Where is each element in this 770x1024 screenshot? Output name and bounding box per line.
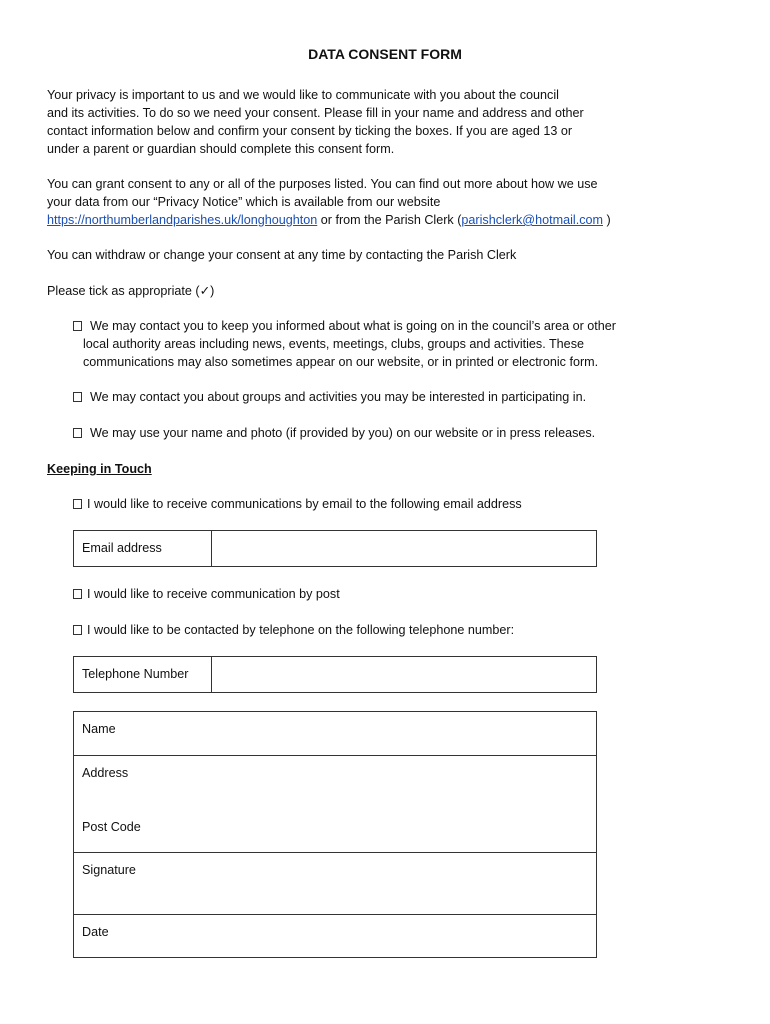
signature-row[interactable] <box>74 853 596 915</box>
option-name-photo <box>73 424 713 442</box>
intro-line: Your privacy is important to us and we would like to communicate with you about the council <box>47 88 559 102</box>
checkbox-groups-activities[interactable] <box>73 392 82 402</box>
option-groups-activities <box>73 388 713 406</box>
option-text: local authority areas including news, events, meetings, clubs, groups and activities. These <box>83 337 584 351</box>
postcode-label: Post Code <box>82 820 141 834</box>
option-text: communications may also sometimes appear on our website, or in printed or electronic form. <box>83 355 599 369</box>
address-row[interactable] <box>74 756 596 853</box>
option-text: I would like to receive communication by post <box>87 587 340 601</box>
intro-line: and its activities. To do so we need your consent. Please fill in your name and address and other <box>47 106 584 120</box>
telephone-field-table <box>73 656 597 693</box>
option-text: We may contact you to keep you informed about what is going on in the council’s area or other <box>90 319 616 333</box>
grant-middle-text: or from the Parish Clerk ( <box>317 213 462 227</box>
withdraw-text: You can withdraw or change your consent at any time by contacting the Parish Clerk <box>47 248 517 262</box>
date-row[interactable] <box>74 915 596 957</box>
option-text: I would like to receive communications by email to the following email address <box>87 497 522 511</box>
option-text: We may contact you about groups and activities you may be interested in participating in. <box>90 390 587 404</box>
option-telephone <box>73 621 713 639</box>
option-email <box>73 495 713 513</box>
checkbox-telephone[interactable] <box>73 625 82 635</box>
address-label: Address <box>82 766 129 780</box>
name-label: Name <box>82 722 116 736</box>
option-contact-news <box>73 317 713 371</box>
name-row[interactable] <box>74 712 596 756</box>
grant-line-links <box>47 211 727 229</box>
telephone-label: Telephone Number <box>74 657 212 692</box>
option-post <box>73 585 713 603</box>
checkbox-post[interactable] <box>73 589 82 599</box>
email-input-cell[interactable] <box>212 531 596 566</box>
checkbox-name-photo[interactable] <box>73 428 82 438</box>
email-label: Email address <box>74 531 212 566</box>
email-field-table <box>73 530 597 567</box>
form-title: DATA CONSENT FORM <box>308 46 462 62</box>
checkbox-email[interactable] <box>73 499 82 509</box>
keeping-in-touch-heading: Keeping in Touch <box>47 462 152 476</box>
grant-line: your data from our “Privacy Notice” which is available from our website <box>47 195 441 209</box>
website-link[interactable]: https://northumberlandparishes.uk/longhoughton <box>47 213 318 227</box>
tick-instruction: Please tick as appropriate (✓) <box>47 284 215 298</box>
telephone-input-cell[interactable] <box>212 657 596 692</box>
grant-paragraph <box>47 175 727 229</box>
option-text: We may use your name and photo (if provided by you) on our website or in press releases. <box>90 426 596 440</box>
intro-line: contact information below and confirm your consent by ticking the boxes. If you are aged 13 or <box>47 124 573 138</box>
date-label: Date <box>82 925 109 939</box>
clerk-email-link[interactable]: parishclerk@hotmail.com <box>461 213 603 227</box>
option-text: I would like to be contacted by telephone on the following telephone number: <box>87 623 515 637</box>
intro-line: under a parent or guardian should complete this consent form. <box>47 142 395 156</box>
checkbox-contact-news[interactable] <box>73 321 82 331</box>
intro-paragraph <box>47 86 727 158</box>
grant-end-text: ) <box>603 213 611 227</box>
signature-label: Signature <box>82 863 136 877</box>
grant-line: You can grant consent to any or all of the purposes listed. You can find out more about how we use <box>47 177 598 191</box>
personal-details-table <box>73 711 597 958</box>
